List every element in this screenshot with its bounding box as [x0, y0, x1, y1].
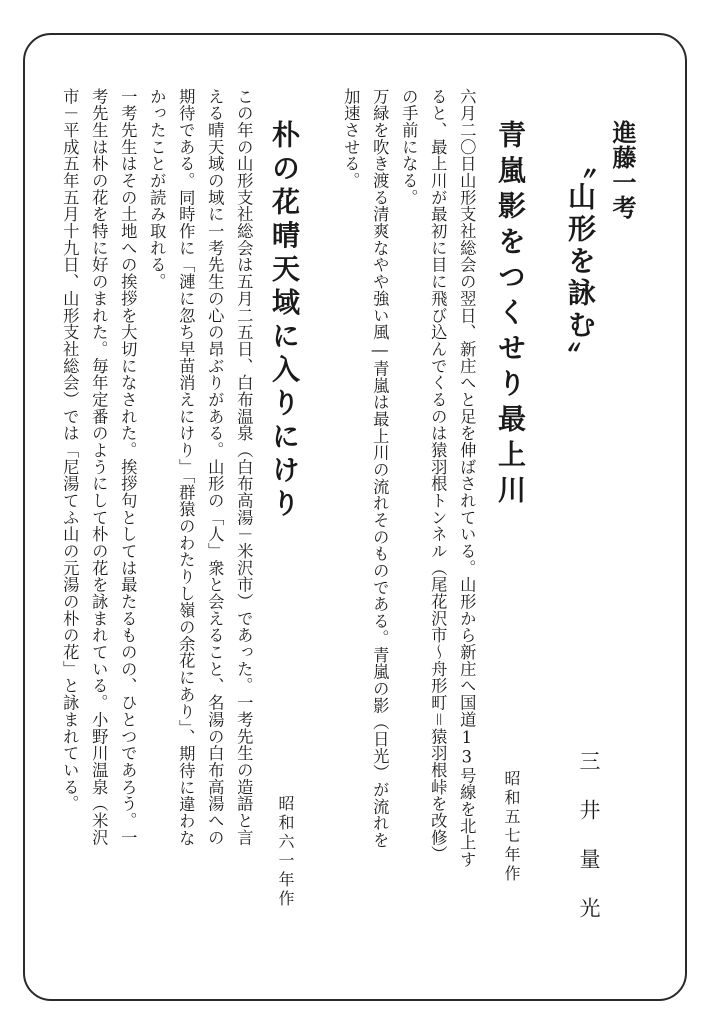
commentary-2-line: 一考先生はその土地への挨拶を大切になされた。挨拶句としては最たるものの、ひとつであろう。一 — [118, 88, 138, 846]
commentary-2-line: 考先生は朴の花を特に好のまれた。毎年定番のようにして朴の花を詠まれている。小野川温泉（米沢 — [89, 88, 109, 846]
commentary-2-line: かったことが読み取れる。 — [147, 88, 167, 291]
haiku-2-year: 昭和六一年作 — [276, 795, 295, 909]
commentary-1-line: ると、最上川が最初に目に飛び込んでくるのは猿羽根トンネル（尾花沢市～舟形町＝猿羽根峠を改修） — [428, 88, 448, 863]
commentary-2-line: この年の山形支社総会は五月二五日、白布温泉（白布高湯－米沢市）であった。一考先生の造語と言 — [234, 88, 254, 846]
haiku-1: 青嵐影をつくせり最上川 — [494, 120, 527, 511]
commentary-1-line: 万緑を吹き渡る清爽なやや強い風―青嵐は最上川の流れそのものである。青嵐の影（日光）が流れを — [370, 88, 390, 849]
commentary-1-line: の手前になる。 — [399, 88, 419, 206]
commentary-2-line: 市－平成五年五月十九日、山形支社総会）では「尼湯てふ山の元湯の朴の花」と詠まれている。 — [60, 88, 80, 813]
series-label: 進藤一考 — [608, 120, 636, 220]
haiku-2: 朴の花晴天域に入りにけり — [268, 120, 301, 522]
author-name: 三井量光 — [577, 750, 601, 946]
haiku-1-year: 昭和五七年作 — [502, 770, 521, 884]
commentary-1-line: 加速させる。 — [341, 88, 361, 190]
commentary-1-line: 六月二〇日山形支社総会の翌日、新庄へと足を伸ばされている。山形から新庄へ国道13号線を北上す — [457, 88, 477, 869]
commentary-2-line: 期待である。同時作に「漣に忽ち早苗消えにけり」「群猿のわたりし嶺の余花にあり」、期待に違わな — [176, 88, 196, 847]
series-title: 〝山形を詠む〟 — [564, 150, 597, 374]
commentary-2-line: える晴天域の域に一考先生の心の昂ぶりがある。山形の「人」衆と会えること、名湯の白布高湯への — [205, 88, 225, 846]
